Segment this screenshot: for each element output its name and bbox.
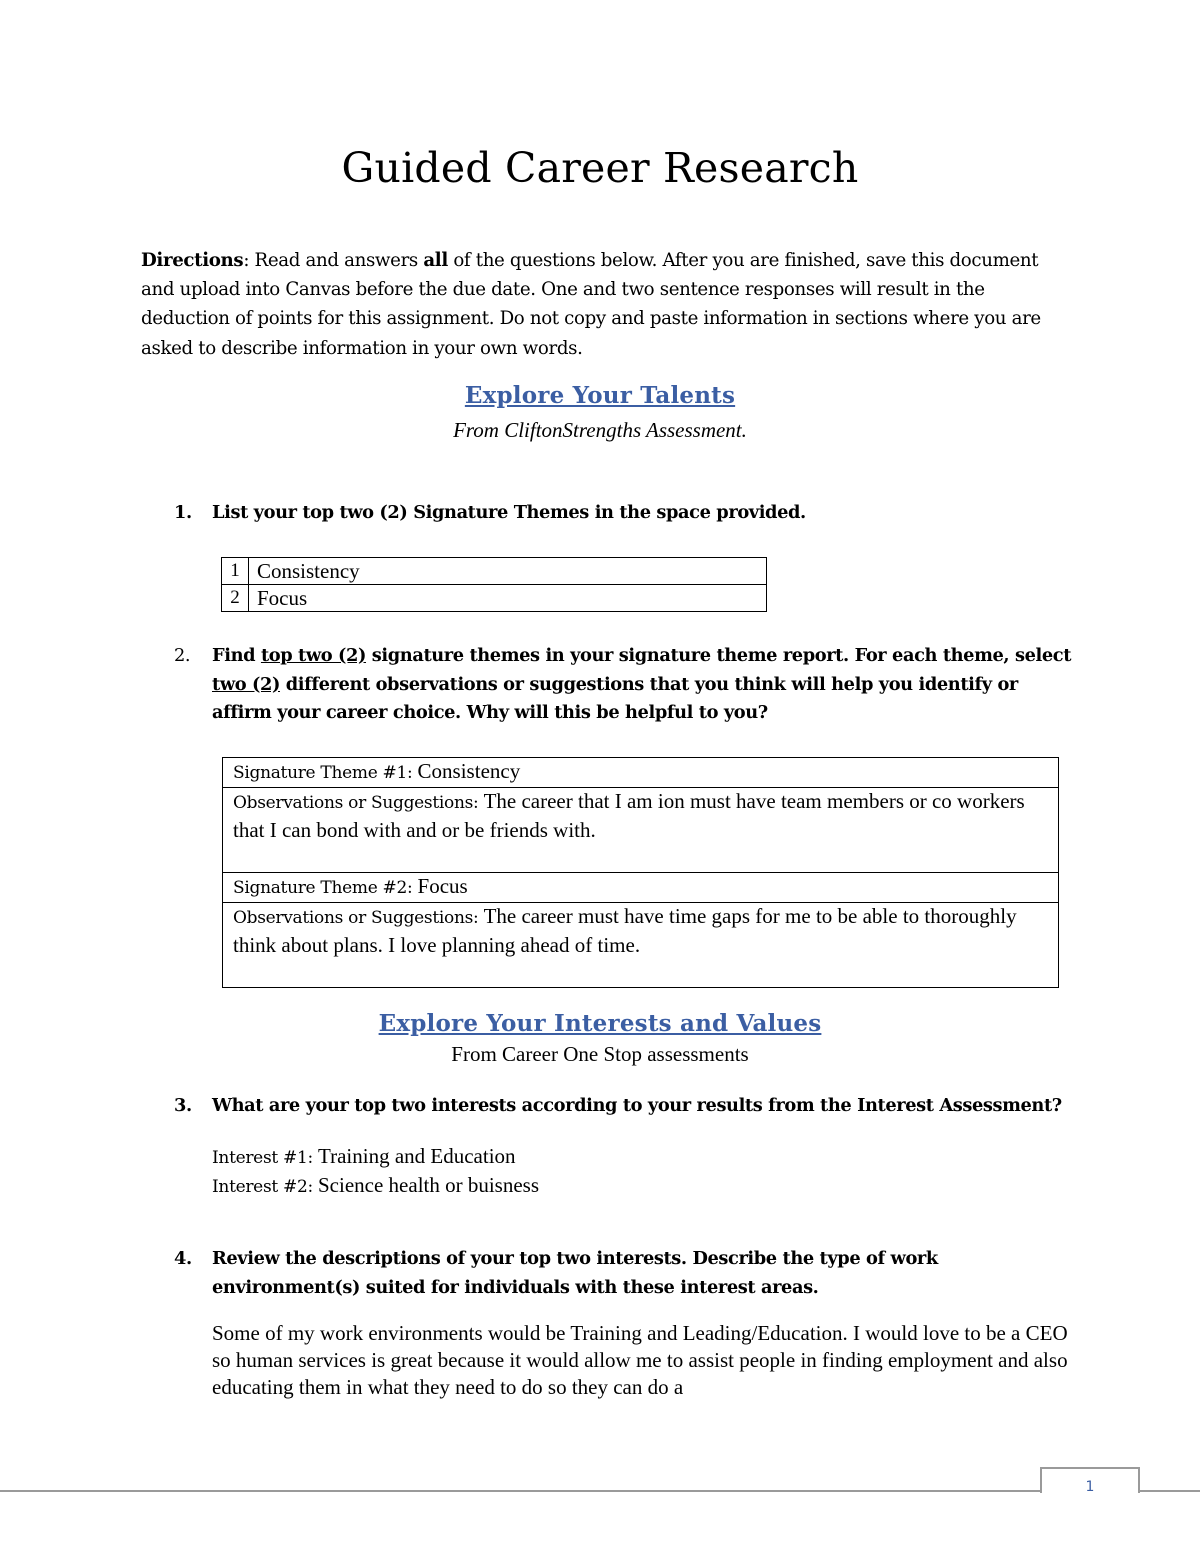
question-number: 2. xyxy=(174,645,191,666)
question-underline-2: two (2) xyxy=(212,673,280,695)
question-3 xyxy=(174,1092,1074,1121)
table-row xyxy=(222,558,767,585)
observation-1-cell[interactable] xyxy=(223,788,1059,873)
question-text-1: Find xyxy=(212,645,261,666)
observation-2-cell[interactable] xyxy=(223,903,1059,988)
footer-divider xyxy=(0,1490,1040,1492)
question-number: 1. xyxy=(174,502,192,523)
question-4 xyxy=(174,1245,1074,1302)
theme-1-cell[interactable] xyxy=(223,758,1059,788)
theme-answer-field[interactable]: Consistency xyxy=(249,558,767,585)
observation-label: Observations or Suggestions: xyxy=(233,908,484,928)
question-text: Review the descriptions of your top two interests. Describe the type of work environment(s) suited for individuals with these interest areas. xyxy=(212,1248,938,1298)
interest-value: Training and Education xyxy=(318,1144,516,1168)
section-subheading-talents: From CliftonStrengths Assessment. xyxy=(453,418,747,442)
table-row xyxy=(223,873,1059,903)
page-number: 1 xyxy=(1040,1467,1140,1493)
page-title: Guided Career Research xyxy=(341,144,859,192)
theme-2-cell[interactable] xyxy=(223,873,1059,903)
question-text: List your top two (2) Signature Themes in the space provided. xyxy=(212,502,806,523)
observations-table xyxy=(222,757,1059,988)
section-heading-talents: Explore Your Talents xyxy=(464,382,736,409)
directions-text-1: : Read and answers xyxy=(243,250,424,271)
signature-themes-table xyxy=(221,557,767,612)
section-heading-interests: Explore Your Interests and Values xyxy=(378,1010,822,1037)
footer-divider-right xyxy=(1138,1490,1200,1492)
observation-value: The career that I am ion must have team members or co workers that I can bond with and or be friends with. xyxy=(233,789,1025,842)
theme-value: Consistency xyxy=(417,759,521,783)
question-underline-1: top two (2) xyxy=(260,645,367,666)
directions-bold-word: all xyxy=(423,250,448,271)
interest-2-line[interactable] xyxy=(212,1172,539,1201)
table-row xyxy=(222,585,767,612)
question-2 xyxy=(174,642,1074,728)
observation-label: Observations or Suggestions: xyxy=(233,793,484,813)
directions-text-2: of the questions below. After you are finished, save this document and upload into Canvas before the due date. One and two sentence responses will result in the deduction of points for this assignment. Do not copy and paste information in sections where you are asked to describe information in your own words. xyxy=(141,250,1041,359)
observation-value: The career must have time gaps for me to be able to thoroughly think about plans. I love planning ahead of time. xyxy=(233,904,1017,957)
interest-1-line[interactable] xyxy=(212,1143,539,1172)
theme-answer-field[interactable]: Focus xyxy=(249,585,767,612)
question-text-3: different observations or suggestions that you think will help you identify or affirm your career choice. Why will this be helpful to you? xyxy=(212,673,1018,723)
question-number: 4. xyxy=(174,1248,192,1269)
question-text-2: signature themes in your signature theme report. For each theme, select xyxy=(366,645,1072,666)
question-number: 3. xyxy=(174,1095,192,1116)
directions-label: Directions xyxy=(141,250,244,271)
directions-paragraph xyxy=(141,246,1061,363)
interest-label: Interest #1: xyxy=(212,1148,318,1168)
table-row xyxy=(223,788,1059,873)
row-number: 2 xyxy=(222,585,249,612)
essay-answer[interactable]: Some of my work environments would be Training and Leading/Education. I would love to be a CEO so human services is great because it would allow me to assist people in finding employment and also educating them in what they need to do so they can do a xyxy=(212,1321,1068,1399)
interest-label: Interest #2: xyxy=(212,1177,318,1197)
question-1 xyxy=(174,499,1074,528)
section-subheading-interests: From Career One Stop assessments xyxy=(451,1042,749,1066)
theme-label: Signature Theme #1: xyxy=(233,763,418,783)
table-row xyxy=(223,903,1059,988)
interest-value: Science health or buisness xyxy=(318,1173,540,1197)
theme-label: Signature Theme #2: xyxy=(233,878,418,898)
question-text: What are your top two interests according to your results from the Interest Assessment? xyxy=(212,1095,1062,1116)
interests-answers xyxy=(212,1143,539,1201)
row-number: 1 xyxy=(222,558,249,585)
theme-value: Focus xyxy=(417,874,468,898)
table-row xyxy=(223,758,1059,788)
